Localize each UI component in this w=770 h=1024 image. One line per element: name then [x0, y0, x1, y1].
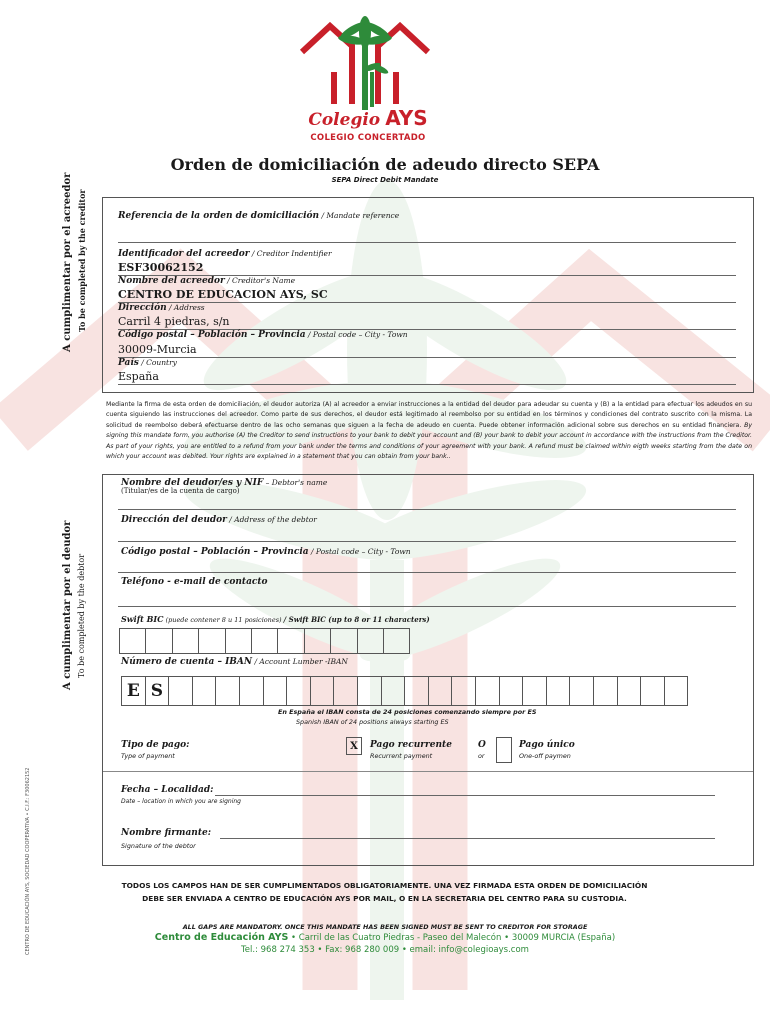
document-subtitle: SEPA Direct Debit Mandate	[331, 176, 439, 184]
iban-cell[interactable]	[168, 676, 193, 706]
document-title: Orden de domiciliación de adeudo directo SEPA	[170, 155, 600, 174]
footer-side-text: CENTRO DE EDUCACIÓN AYS, SOCIEDAD COOPERATIVA • C.I.F.: F30062152	[25, 767, 31, 955]
payment-type-label: Tipo de pago:	[121, 740, 190, 750]
iban-cell[interactable]	[310, 676, 335, 706]
logo-wordmark	[298, 106, 438, 130]
signer-label: Nombre firmante:	[121, 828, 212, 838]
debtor-address-label: Dirección del deudor / Address of the debtor	[121, 515, 317, 525]
iban-cell[interactable]	[263, 676, 288, 706]
creditor-country-label: País / Country	[118, 358, 177, 368]
creditor-postal-value: 30009-Murcia	[118, 343, 197, 356]
or-label: O	[478, 740, 486, 750]
mandate-reference-line[interactable]	[118, 242, 736, 243]
iban-cell[interactable]	[664, 676, 689, 706]
debtor-box	[102, 474, 754, 866]
iban-cell[interactable]	[404, 676, 429, 706]
mandate-reference-label: Referencia de la orden de domiciliación / Mandate reference	[118, 211, 400, 221]
swift-bic-cell[interactable]	[198, 628, 225, 654]
creditor-postal-line	[118, 357, 736, 358]
swift-bic-cell[interactable]	[330, 628, 357, 654]
iban-cell[interactable]	[569, 676, 594, 706]
swift-bic-cell[interactable]	[172, 628, 199, 654]
swift-bic-cell[interactable]	[251, 628, 278, 654]
iban-cell[interactable]	[215, 676, 240, 706]
creditor-id-label: Identificador del acreedor / Creditor Indentifier	[118, 249, 332, 259]
creditor-name-value: CENTRO DE EDUCACION AYS, SC	[118, 288, 328, 301]
date-location-sub: Date – location in which you are signing	[121, 798, 241, 805]
debtor-postal-label: Código postal – Población – Provincia / Postal code – City - Town	[121, 547, 411, 557]
payment-separator	[103, 771, 753, 772]
swift-bic-cell[interactable]	[225, 628, 252, 654]
creditor-name-label: Nombre del acreedor / Creditor's Name	[118, 276, 296, 286]
debtor-name-note: (Titular/es de la cuenta de cargo)	[121, 487, 240, 495]
debtor-side-sublabel: To be completed by the debtor	[77, 553, 86, 678]
iban-cell[interactable]: E	[121, 676, 146, 706]
school-address: • Carril de las Cuatro Piedras - Paseo del Malecón • 30009 MURCIA (España)	[288, 933, 616, 943]
debtor-phone-line[interactable]	[118, 606, 736, 607]
mandate-legal-text: Mediante la firma de esta orden de domiciliación, el deudor autoriza (A) al acreedor a enviar instrucciones a la entidad del deudor para adeudar su cuenta y (B) a la entidad para efectuar los adeudos en su cuenta siguiendo las instrucciones del acreedor. Como parte de sus derechos, el deudor está legitimado al reembolso por su entidad en los términos y condiciones del contrato suscrito con la misma. La solicitud de reembolso deberá efectuarse dentro de las ocho semanas que siguen a la fecha de adeudo en cuenta. Puede obtener información adicional sobre sus derechos en su entidad financiera. By signing this mandate form, you authorise (A) the Creditor to send instructions to your bank to debit your account and (B) your bank to debit your account in accordance with the instructions from the Creditor. As part of your rights, you are entitled to a refund from your bank under the terms and conditions of your agreement with your bank. A refund must be claimed within eigth weeks starting from the date on which your account was debited. Your rights are explained in a statement that you can obtain from your bank..	[106, 401, 752, 461]
creditor-side-sublabel: To be completed by the creditor	[77, 189, 87, 332]
oneoff-payment-sub: One-off paymen	[519, 752, 571, 760]
swift-label: Swift BIC (puede contener 8 u 11 posiciones) / Swift BIC (up to 8 or 11 characters)	[121, 614, 430, 624]
swift-bic-cell[interactable]	[383, 628, 410, 654]
iban-cell[interactable]	[546, 676, 571, 706]
signer-line[interactable]	[220, 838, 715, 839]
iban-cell[interactable]	[617, 676, 642, 706]
iban-cell[interactable]	[451, 676, 476, 706]
iban-cell[interactable]	[593, 676, 618, 706]
debtor-address-line[interactable]	[118, 541, 736, 542]
creditor-postal-label: Código postal – Población – Provincia / Postal code – City - Town	[118, 330, 408, 340]
iban-cell[interactable]	[499, 676, 524, 706]
debtor-name-line[interactable]	[118, 509, 736, 510]
school-logo	[290, 12, 440, 114]
debtor-phone-label: Teléfono - e-mail de contacto	[121, 577, 268, 587]
iban-cells[interactable]	[121, 676, 711, 706]
creditor-side-label: A cumplimentar por el acreedor	[62, 172, 73, 352]
school-address-line	[0, 932, 770, 943]
iban-cell[interactable]	[239, 676, 264, 706]
iban-label: Número de cuenta – IBAN / Account Lumber -IBAN	[121, 657, 348, 667]
iban-cell[interactable]	[428, 676, 453, 706]
mandatory-notice-es: TODOS LOS CAMPOS HAN DE SER CUMPLIMENTADOS OBLIGATORIAMENTE. UNA VEZ FIRMADA ESTA ORDEN DE DOMICILIACIÓN DEBE SER ENVIADA A CENTRO DE EDUCACIÓN AYS POR MAIL, O EN LA SECRETARIA DEL CENTRO PARA SU CUSTODIA.	[121, 881, 648, 903]
iban-cell[interactable]: S	[145, 676, 170, 706]
iban-note-en: Spanish IBAN of 24 positions always starting ES	[296, 718, 449, 726]
school-contact: Tel.: 968 274 353 • Fax: 968 280 009 • email: info@colegioays.com	[241, 945, 529, 955]
creditor-id-value: ESF30062152	[118, 261, 204, 274]
swift-bic-cell[interactable]	[304, 628, 331, 654]
iban-cell[interactable]	[286, 676, 311, 706]
oneoff-payment-checkbox[interactable]	[496, 737, 512, 763]
creditor-address-value: Carril 4 piedras, s/n	[118, 315, 230, 328]
payment-type-sub: Type of payment	[121, 752, 175, 760]
recurrent-payment-checkbox[interactable]: X	[346, 737, 362, 755]
logo-brand: Colegio	[308, 110, 381, 130]
iban-cell[interactable]	[333, 676, 358, 706]
iban-note-es: En España el IBAN consta de 24 posiciones comenzando siempre por ES	[278, 708, 537, 716]
logo-tagline: COLEGIO CONCERTADO	[310, 133, 426, 143]
iban-cell[interactable]	[357, 676, 382, 706]
iban-cell[interactable]	[640, 676, 665, 706]
swift-bic-cell[interactable]	[145, 628, 172, 654]
logo-brand-bold: AYS	[385, 106, 428, 130]
swift-bic-cell[interactable]	[277, 628, 304, 654]
iban-cell[interactable]	[192, 676, 217, 706]
iban-cell[interactable]	[522, 676, 547, 706]
creditor-name-line	[118, 302, 736, 303]
or-sub: or	[478, 752, 485, 760]
school-name: Centro de Educación AYS	[154, 932, 289, 943]
swift-bic-cell[interactable]	[119, 628, 146, 654]
recurrent-payment-label: Pago recurrente	[370, 740, 452, 750]
creditor-country-value: España	[118, 370, 159, 383]
mandatory-notice-en: ALL GAPS ARE MANDATORY. ONCE THIS MANDATE HAS BEEN SIGNED MUST BE SENT TO CREDITOR FOR STORAGE	[182, 923, 588, 931]
debtor-name-label: Nombre del deudor/es y NIF – Debtor's name	[121, 478, 328, 488]
debtor-postal-line[interactable]	[118, 572, 736, 573]
date-location-line[interactable]	[215, 795, 715, 796]
creditor-address-label: Dirección / Address	[118, 303, 205, 313]
iban-cell[interactable]	[475, 676, 500, 706]
iban-cell[interactable]	[381, 676, 406, 706]
debtor-side-label: A cumplimentar por el deudor	[62, 520, 73, 690]
oneoff-payment-label: Pago único	[519, 740, 575, 750]
creditor-country-line	[118, 384, 736, 385]
date-location-label: Fecha – Localidad:	[121, 785, 214, 795]
signer-sub: Signature of the debtor	[121, 842, 196, 850]
swift-bic-cell[interactable]	[357, 628, 384, 654]
swift-bic-cells[interactable]	[119, 628, 409, 654]
recurrent-payment-sub: Recurrent payment	[370, 752, 433, 760]
